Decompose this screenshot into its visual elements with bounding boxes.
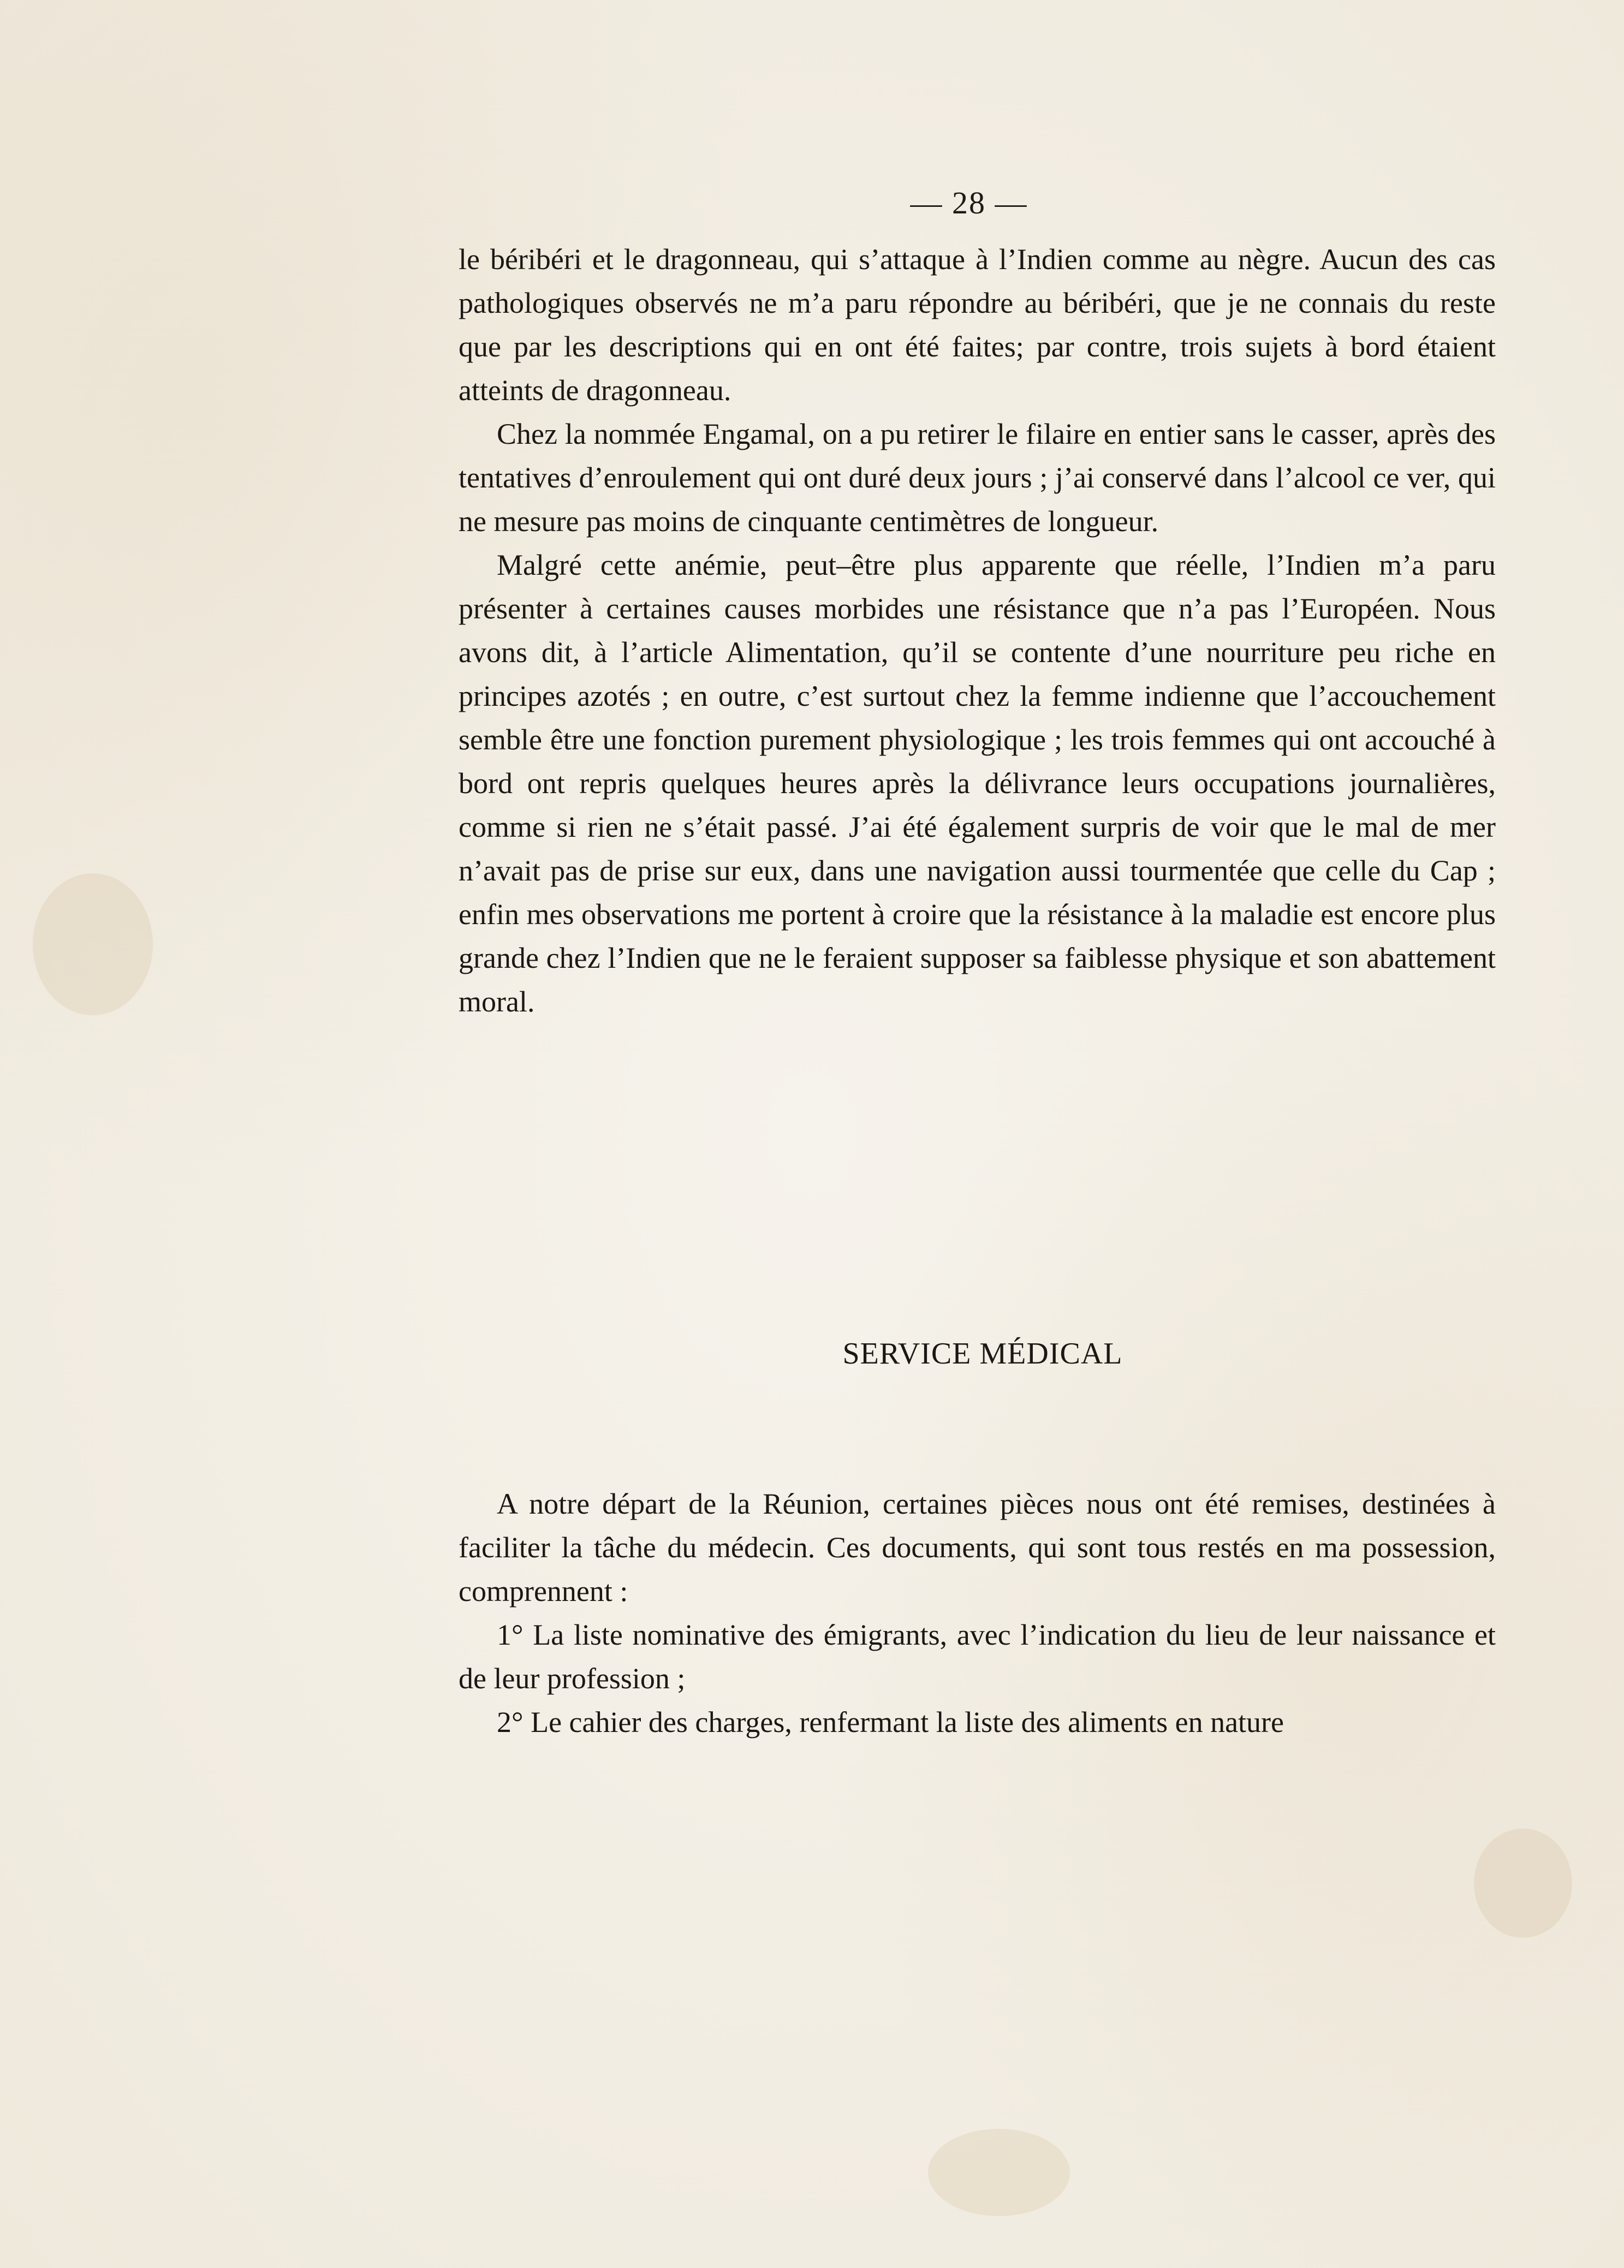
paper-stain [1474,1829,1572,1938]
paragraph: 2° Le cahier des charges, renfermant la liste des aliments en nature [497,1706,1284,1739]
paper-stain [928,2129,1070,2216]
page-number: — 28 — [910,185,1028,221]
paragraph: Malgré cette anémie, peut–être plus apparente que réelle, l’Indien m’a paru présenter à certaines causes morbides une résistance que n’a pas l’Européen. Nous avons dit, à l’article Alimentation, qu’il se contente d’une nourriture peu riche en principes azotés ; en outre, c’est surtout chez la femme indienne que l’accouchement semble être une fonction purement physiologique ; les trois femmes qui ont accouché à bord ont repris quelques heures après la délivrance leurs occupations journalières, comme si rien ne s’était passé. J’ai été également surpris de voir que le mal de mer n’avait pas de prise sur eux, dans une navigation aussi tourmentée que celle du Cap ; enfin mes observations me portent à croire que la résistance à la maladie est encore plus grande chez l’Indien que ne le feraient supposer sa faiblesse physique et son abattement moral. [459,549,1496,1018]
body-text-top [459,237,1496,1023]
paragraph: Chez la nommée Engamal, on a pu retirer le filaire en entier sans le casser, après des tentatives d’enroulement qui ont duré deux jours ; j’ai conservé dans l’alcool ce ver, qui ne mesure pas moins de cinquante centimètres de longueur. [459,418,1496,538]
body-text-bottom [459,1482,1496,1744]
paragraph: le béribéri et le dragonneau, qui s’attaque à l’Indien comme au nègre. Aucun des cas pathologiques observés ne m’a paru répondre au béribéri, que je ne connais du reste que par les descriptions qui en ont été faites; par contre, trois sujets à bord étaient atteints de dragonneau. [459,243,1496,407]
paragraph: 1° La liste nominative des émigrants, avec l’indication du lieu de leur naissance et de leur profession ; [459,1618,1496,1695]
section-heading: SERVICE MÉDICAL [842,1337,1123,1371]
paragraph: A notre départ de la Réunion, certaines pièces nous ont été remises, destinées à faciliter la tâche du médecin. Ces documents, qui sont tous restés en ma possession, comprennent : [459,1487,1496,1608]
paper-stain [33,873,153,1015]
